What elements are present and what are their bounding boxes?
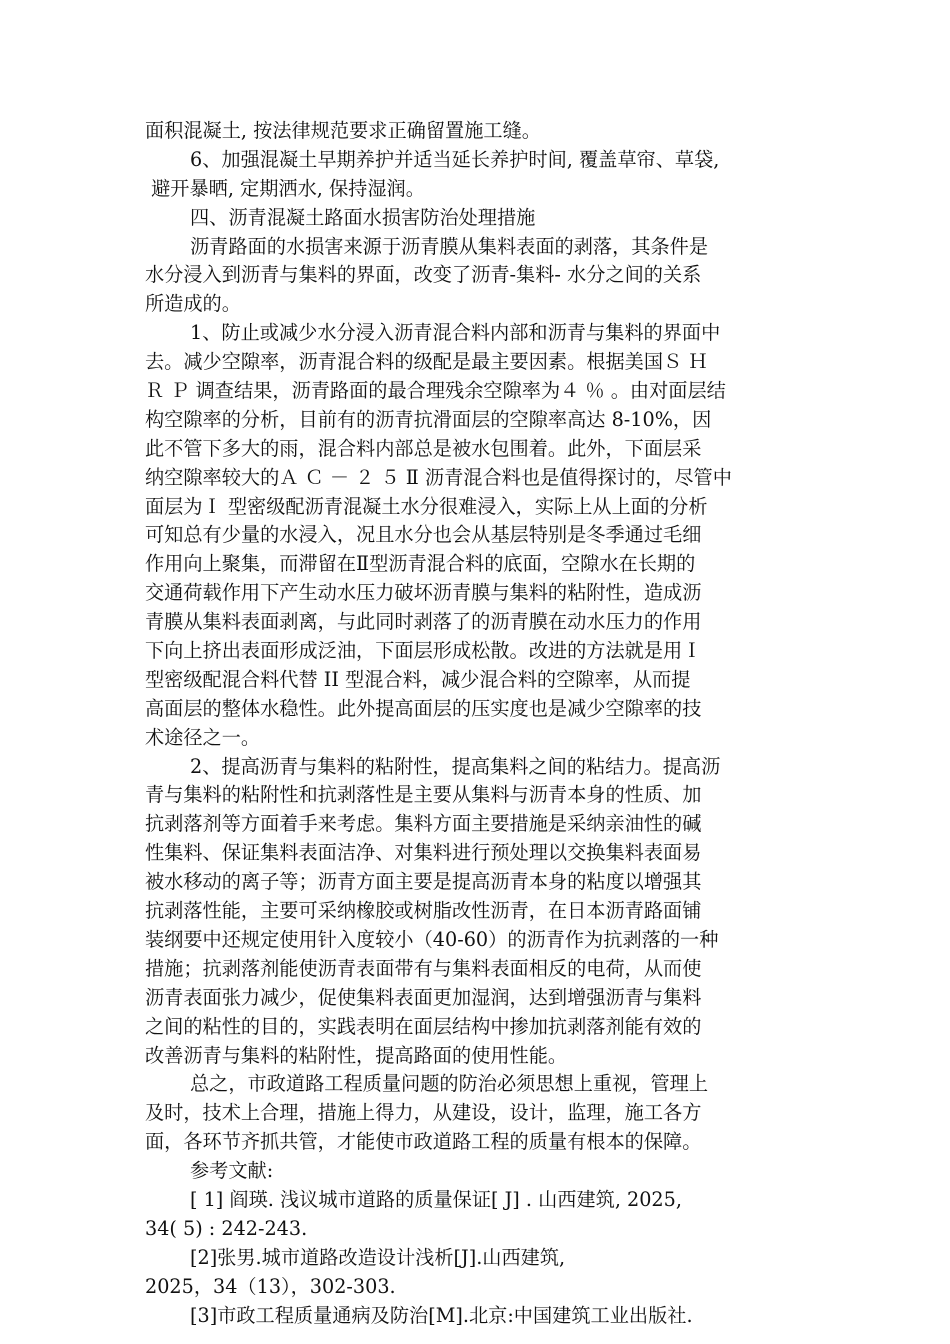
text-line: 术途径之一。	[145, 725, 261, 749]
text-line: 沥青表面张力减少，促使集料表面更加湿润，达到增强沥青与集料	[145, 985, 702, 1009]
text-line: 总之，市政道路工程质量问题的防治必须思想上重视，管理上	[190, 1072, 709, 1096]
text-line: 青与集料的粘附性和抗剥落性是主要从集料与沥青本身的性质、加	[145, 783, 702, 807]
text-line: 参考文献:	[190, 1159, 274, 1183]
text-line: 四、沥青混凝土路面水损害防治处理措施	[190, 205, 536, 229]
text-line: 沥青路面的水损害来源于沥青膜从集料表面的剥落，其条件是	[190, 234, 709, 258]
text-line: 所造成的。	[145, 292, 241, 316]
text-line: 面层为Ｉ 型密级配沥青混凝土水分很难浸入，实际上从上面的分析	[145, 494, 708, 518]
text-line: 抗剥落剂等方面着手来考虑。集料方面主要措施是采纳亲油性的碱	[145, 812, 702, 836]
text-line: 纳空隙率较大的Ａ Ｃ － ２ ５ Ⅱ 沥青混合料也是值得探讨的，尽管中	[145, 465, 732, 489]
text-line: 高面层的整体水稳性。此外提高面层的压实度也是减少空隙率的技	[145, 696, 702, 720]
text-line: [3]市政工程质量通病及防治[M].北京:中国建筑工业出版社.	[190, 1303, 693, 1327]
text-line: 去。减少空隙率，沥青混合料的级配是最主要因素。根据美国Ｓ Ｈ	[145, 350, 708, 374]
text-line: 性集料、保证集料表面洁净、对集料进行预处理以交换集料表面易	[145, 841, 702, 865]
text-line: 面，各环节齐抓共管，才能使市政道路工程的质量有根本的保障。	[145, 1130, 702, 1154]
text-line: [ 1] 阎瑛. 浅议城市道路的质量保证[ J] . 山西建筑, 2025,	[190, 1187, 682, 1211]
text-line: 之间的粘性的目的，实践表明在面层结构中掺加抗剥落剂能有效的	[145, 1014, 702, 1038]
text-line: 装纲要中还规定使用针入度较小（40-60）的沥青作为抗剥落的一种	[145, 927, 719, 951]
text-line: 1、防止或减少水分浸入沥青混合料内部和沥青与集料的界面中	[190, 321, 721, 345]
text-line: Ｒ Ｐ 调查结果，沥青路面的最合理残余空隙率为４ ％ 。由对面层结	[145, 379, 726, 403]
document-body	[145, 117, 815, 1330]
text-line: 此不管下多大的雨，混合料内部总是被水包围着。此外，下面层采	[145, 436, 702, 460]
text-line: 6、加强混凝土早期养护并适当延长养护时间, 覆盖草帘、草袋,	[190, 147, 720, 171]
text-line: 作用向上聚集，而滞留在Ⅱ型沥青混合料的底面，空隙水在长期的	[145, 552, 696, 576]
text-line: 抗剥落性能，主要可采纳橡胶或树脂改性沥青，在日本沥青路面铺	[145, 899, 702, 923]
text-line: 及时，技术上合理，措施上得力，从建设，设计，监理，施工各方	[145, 1101, 702, 1125]
text-line: [2]张男.城市道路改造设计浅析[J].山西建筑,	[190, 1245, 566, 1269]
text-line: 避开暴晒, 定期洒水, 保持湿润。	[145, 176, 425, 200]
text-line: 可知总有少量的水浸入，况且水分也会从基层特别是冬季通过毛细	[145, 523, 702, 547]
text-line: 2、提高沥青与集料的粘附性，提高集料之间的粘结力。提高沥	[190, 754, 721, 778]
text-line: 34( 5) : 242-243.	[145, 1216, 308, 1240]
text-line: 措施；抗剥落剂能使沥青表面带有与集料表面相反的电荷，从而使	[145, 956, 702, 980]
text-line: 下向上挤出表面形成泛油，下面层形成松散。改进的方法就是用Ｉ	[145, 639, 702, 663]
text-line: 交通荷载作用下产生动水压力破坏沥青膜与集料的粘附性，造成沥	[145, 581, 702, 605]
text-line: 2025，34（13），302-303.	[145, 1274, 396, 1298]
text-line: 构空隙率的分析，目前有的沥青抗滑面层的空隙率高达 8-10%，因	[145, 407, 712, 431]
text-line: 面积混凝土, 按法律规范要求正确留置施工缝。	[145, 119, 541, 142]
text-line: 被水移动的离子等；沥青方面主要是提高沥青本身的粘度以增强其	[145, 870, 702, 894]
text-line: 青膜从集料表面剥离，与此同时剥落了的沥青膜在动水压力的作用	[145, 610, 702, 634]
text-line: 型密级配混合料代替 II 型混合料，减少混合料的空隙率，从而提	[145, 667, 691, 691]
text-line: 改善沥青与集料的粘附性，提高路面的使用性能。	[145, 1043, 568, 1067]
text-line: 水分浸入到沥青与集料的界面，改变了沥青-集料- 水分之间的关系	[145, 263, 702, 287]
